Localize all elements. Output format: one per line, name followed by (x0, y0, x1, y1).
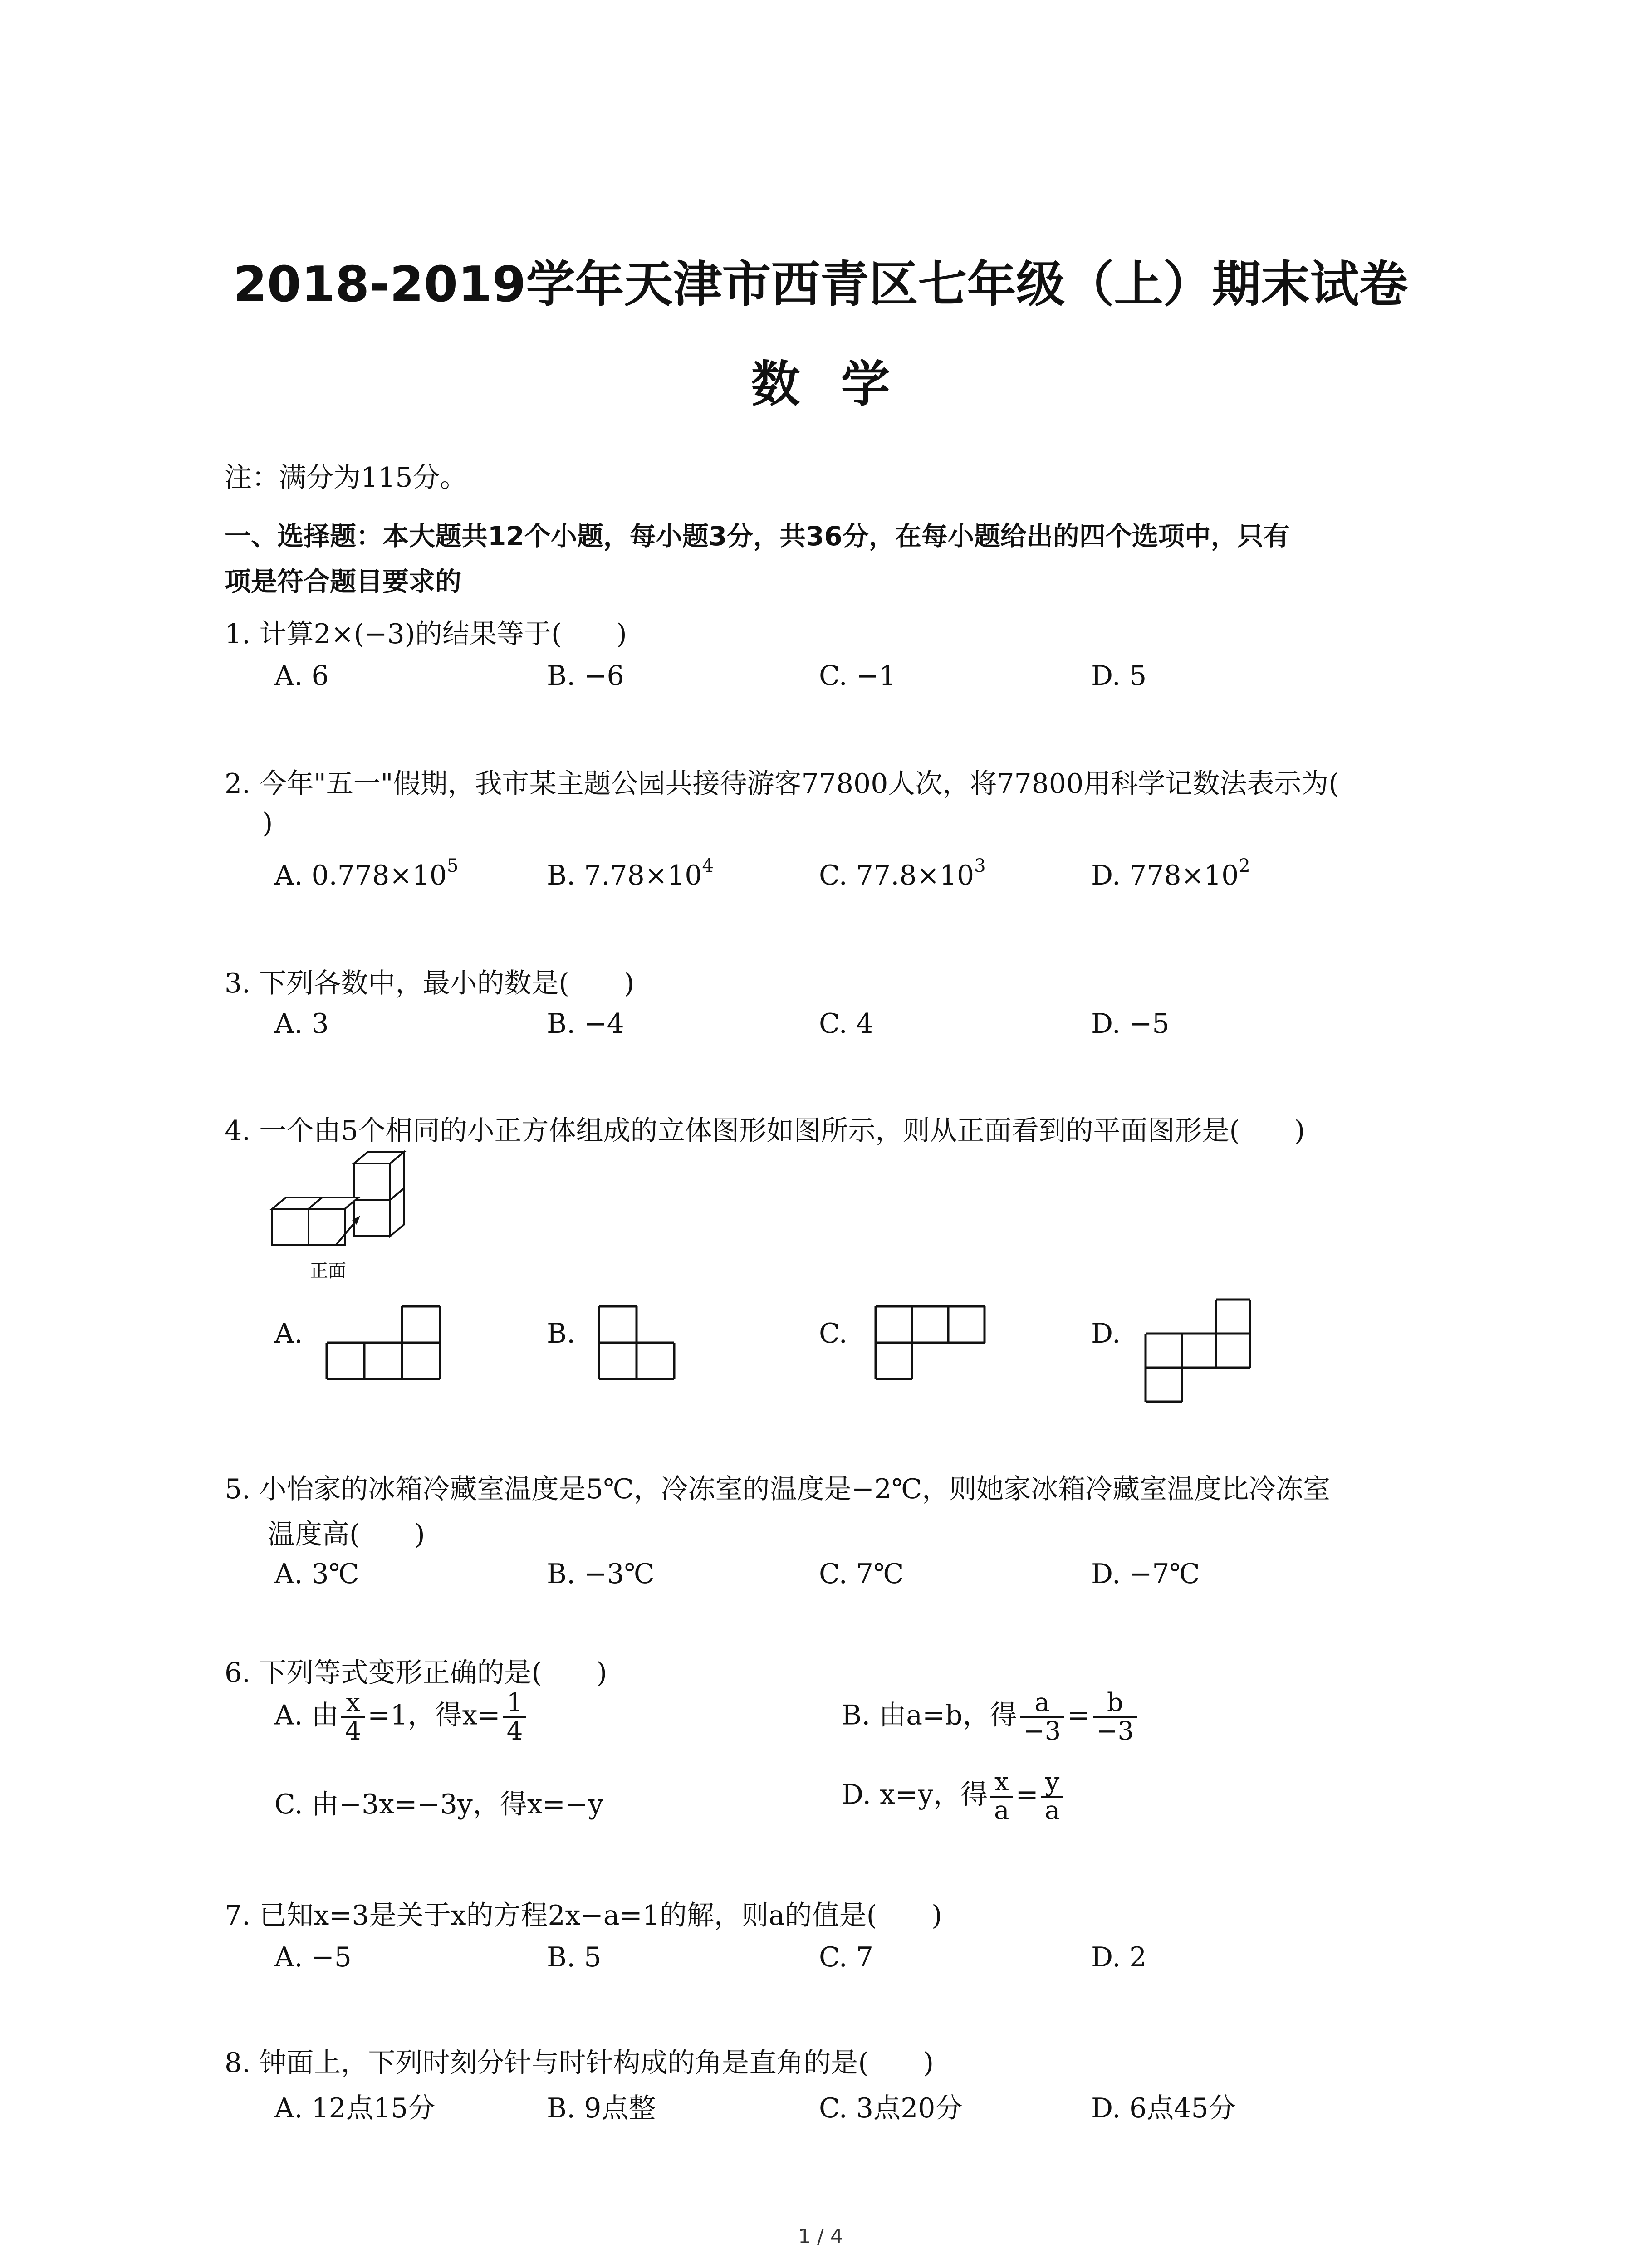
q5-option-b: B. −3℃ (547, 1558, 655, 1590)
section-heading-line2: 项是符合题目要求的 (225, 566, 462, 597)
q6-option-b (842, 1690, 1140, 1745)
q2-option-c-exp: 3 (974, 855, 986, 876)
q6-a-mid: =1，得x= (367, 1699, 500, 1731)
q2-option-a (274, 855, 459, 891)
q6-b-frac2-den: −3 (1096, 1716, 1134, 1746)
q6-a-frac2-num: 1 (503, 1690, 527, 1718)
question-4-stem: 4. 一个由5个相同的小正方体组成的立体图形如图所示，则从正面看到的平面图形是( ) (225, 1115, 1305, 1147)
q1-option-b: B. −6 (547, 660, 624, 692)
q5-option-d: D. −7℃ (1091, 1558, 1200, 1590)
q4-option-c-label: C. (819, 1318, 847, 1349)
question-1-stem: 1. 计算2×(−3)的结果等于( ) (225, 618, 627, 650)
q3-option-d: D. −5 (1091, 1008, 1170, 1040)
q5-option-a: A. 3℃ (274, 1558, 359, 1590)
q6-d-frac2-den: a (1044, 1795, 1060, 1825)
q4-option-d-label: D. (1091, 1318, 1121, 1349)
score-note: 注：满分为115分。 (225, 462, 467, 494)
page-title: 2018-2019学年天津市西青区七年级（上）期末试卷 (233, 256, 1408, 313)
question-7-stem: 7. 已知x=3是关于x的方程2x−a=1的解，则a的值是( ) (225, 1900, 942, 1931)
q4-option-b-label: B. (547, 1318, 576, 1349)
question-2-stem-cont: ) (262, 807, 273, 839)
q3-option-c: C. 4 (819, 1008, 874, 1040)
q2-option-c-text: C. 77.8×10 (819, 860, 975, 891)
q2-option-d-text: D. 778×10 (1091, 860, 1239, 891)
q6-d-frac1-num: x (990, 1769, 1013, 1798)
q6-b-frac1-den: −3 (1023, 1716, 1061, 1746)
q2-option-c (819, 855, 986, 891)
q6-a-frac1 (341, 1690, 365, 1745)
q7-option-a: A. −5 (274, 1941, 352, 1973)
q6-b-frac1 (1020, 1690, 1065, 1745)
q6-b-frac1-num: a (1020, 1690, 1065, 1718)
q3-option-a: A. 3 (274, 1008, 329, 1040)
q4-option-a-figure (322, 1302, 449, 1383)
q7-option-d: D. 2 (1091, 1941, 1147, 1973)
q7-option-b: B. 5 (547, 1941, 602, 1973)
q6-option-c: C. 由−3x=−3y，得x=−y (274, 1789, 604, 1820)
q5-option-c: C. 7℃ (819, 1558, 904, 1590)
question-5-stem-cont: 温度高( ) (268, 1519, 425, 1550)
q1-option-c: C. −1 (819, 660, 896, 692)
q4-option-b-figure (594, 1302, 685, 1383)
q6-b-mid: = (1067, 1699, 1090, 1731)
q1-option-a: A. 6 (274, 660, 329, 692)
q2-option-d-exp: 2 (1239, 855, 1250, 876)
question-5-stem: 5. 小怡家的冰箱冷藏室温度是5℃，冷冻室的温度是−2℃，则她家冰箱冷藏室温度比冷冻室 (225, 1473, 1331, 1505)
q6-d-frac1 (990, 1769, 1013, 1824)
q2-option-a-text: A. 0.778×10 (274, 860, 447, 891)
q2-option-b (547, 855, 714, 891)
q6-b-pre: B. 由a=b，得 (842, 1699, 1017, 1731)
q2-option-b-text: B. 7.78×10 (547, 860, 702, 891)
q6-d-pre: D. x=y，得 (842, 1779, 988, 1811)
q6-d-mid: = (1015, 1779, 1038, 1811)
page-subtitle: 数学 (751, 356, 931, 413)
q4-option-a-label: A. (274, 1318, 303, 1349)
q4-option-d-figure (1141, 1295, 1254, 1408)
q1-option-d: D. 5 (1091, 660, 1147, 692)
q8-option-b: B. 9点整 (547, 2092, 656, 2124)
q2-option-a-exp: 5 (446, 855, 459, 876)
question-6-stem: 6. 下列等式变形正确的是( ) (225, 1657, 607, 1689)
section-heading-line1: 一、选择题：本大题共12个小题，每小题3分，共36分，在每小题给出的四个选项中，只有 (225, 521, 1290, 552)
front-view-label: 正面 (310, 1261, 346, 1281)
q6-option-d (842, 1769, 1066, 1824)
q7-option-c: C. 7 (819, 1941, 874, 1973)
q6-d-frac2-num: y (1041, 1769, 1063, 1798)
q2-option-b-exp: 4 (702, 855, 714, 876)
q6-a-frac2-den: 4 (506, 1716, 523, 1746)
q8-option-a: A. 12点15分 (274, 2092, 436, 2124)
q8-option-d: D. 6点45分 (1091, 2092, 1236, 2124)
q2-option-d (1091, 855, 1250, 891)
q6-d-frac2 (1041, 1769, 1063, 1824)
question-2-stem: 2. 今年"五一"假期，我市某主题公园共接待游客77800人次，将77800用科学记数法表示为( (225, 768, 1339, 800)
page-number: 1 / 4 (798, 2225, 843, 2248)
q8-option-c: C. 3点20分 (819, 2092, 963, 2124)
q6-d-frac1-den: a (994, 1795, 1009, 1825)
q6-b-frac2-num: b (1093, 1690, 1138, 1718)
question-8-stem: 8. 钟面上，下列时刻分针与时针构成的角是直角的是( ) (225, 2047, 934, 2079)
q3-option-b: B. −4 (547, 1008, 624, 1040)
question-3-stem: 3. 下列各数中，最小的数是( ) (225, 968, 635, 999)
q6-a-frac1-num: x (341, 1690, 365, 1718)
q6-a-frac1-den: 4 (345, 1716, 362, 1746)
q6-option-a (274, 1690, 529, 1745)
q4-option-c-figure (871, 1302, 998, 1383)
q6-a-pre: A. 由 (274, 1699, 339, 1731)
q6-a-frac2 (503, 1690, 527, 1745)
q6-b-frac2 (1093, 1690, 1138, 1745)
